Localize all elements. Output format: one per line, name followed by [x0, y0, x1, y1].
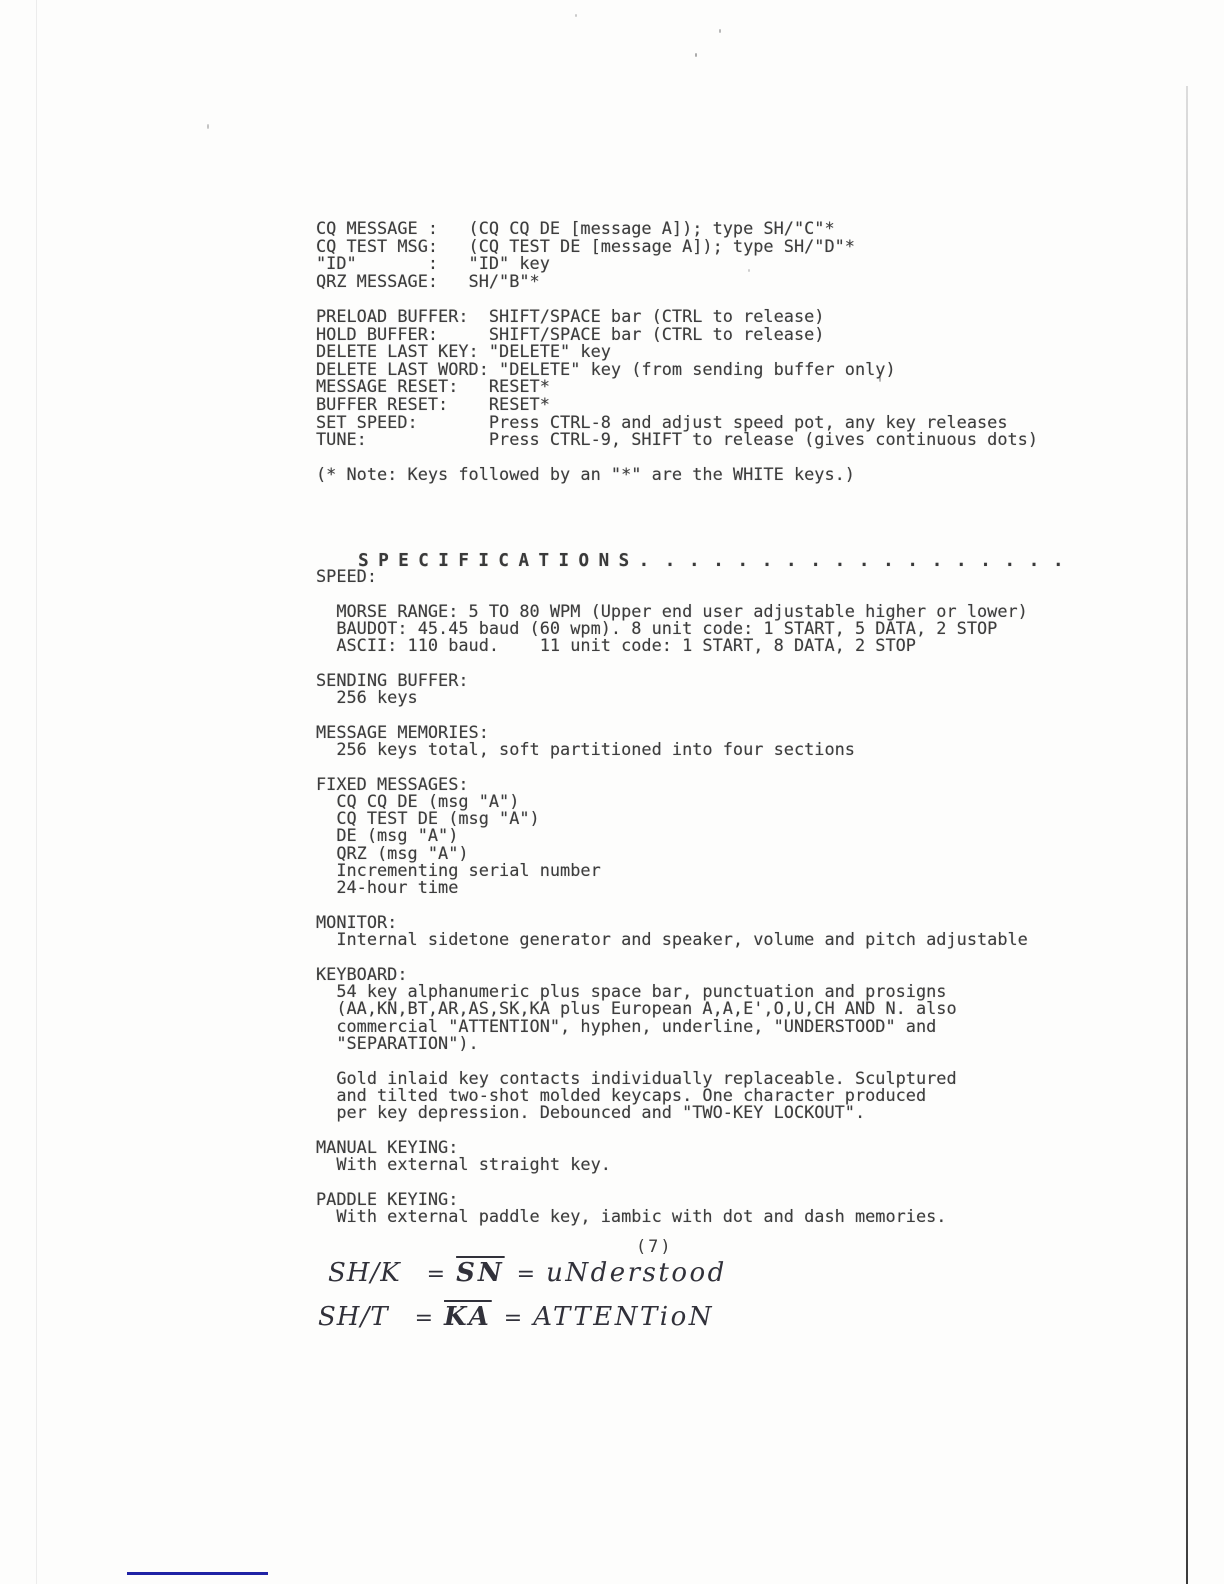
equals-sign: = — [516, 1262, 537, 1287]
scan-speck — [207, 124, 209, 129]
handwritten-note-understood — [328, 1258, 727, 1288]
specifications-heading-dots: . . . . . . . . . . . . . . . . . — [664, 551, 1066, 571]
equals-sign: = — [414, 1306, 435, 1331]
equals-sign: = — [426, 1262, 447, 1287]
scan-speck — [575, 14, 577, 17]
specifications-heading-title: SPECIFICATIONS. — [358, 551, 659, 571]
scan-speck — [695, 53, 697, 57]
prosign-meaning: uNderstood — [546, 1258, 727, 1288]
specifications-block: SPEED: MORSE RANGE: 5 TO 80 WPM (Upper end user adjustable higher or lower) BAUDOT: 45.45 baud (60 wpm). 8 unit code: 1 START, 5 DATA, 2 STOP ASCII: 110 baud. 11 unit code: 1 START, 8 DATA, 2 STOP SENDING BUFFER: 256 keys MESSAGE MEMORIES: 256 keys total, soft partitioned into four sections FIXED MESSAGES: CQ CQ DE (msg "A") CQ TEST DE (msg "A") DE (msg "A") QRZ (msg "A") Incrementing serial number 24-hour time MONITOR: Internal sidetone generator and speaker, volume and pitch adjustable KEYBOARD: 54 key alphanumeric plus space bar, punctuation and prosigns (AA,KN,BT,AR,AS,SK,KA plus European A,A,E',O,U,CH AND N. also commercial "ATTENTION", hyphen, underline, "UNDERSTOOD" and "SEPARATION"). Gold inlaid key contacts individually replaceable. Sculptured and tilted two-shot molded keycaps. One character produced per key depression. Debounced and "TWO-KEY LOCKOUT". MANUAL KEYING: With external straight key. PADDLE KEYING: With external paddle key, iambic with dot and dash memories. — [316, 566, 1028, 1226]
paper-left-edge-line — [36, 0, 37, 1584]
handwritten-key-combo: SH/T — [318, 1302, 389, 1332]
page-number: (7) — [636, 1236, 673, 1256]
paper-right-edge-line — [1186, 86, 1188, 1584]
blue-ink-line — [127, 1572, 268, 1575]
prosign-meaning: ATTENTioN — [533, 1302, 714, 1332]
scan-speck — [719, 29, 721, 33]
equals-sign: = — [503, 1306, 524, 1331]
key-assignments-block: CQ MESSAGE : (CQ CQ DE [message A]); type SH/"C"* CQ TEST MSG: (CQ TEST DE [message A]); type SH/"D"* "ID" : "ID" key QRZ MESSAGE: SH/"B"* PRELOAD BUFFER: SHIFT/SPACE bar (CTRL to release) HOLD BUFFER: SHIFT/SPACE bar (CTRL to release) DELETE LAST KEY: "DELETE" key DELETE LAST WORD: "DELETE" key (from sending buffer only) MESSAGE RESET: RESET* BUFFER RESET: RESET* SET SPEED: Press CTRL-8 and adjust speed pot, any key releases TUNE: Press CTRL-9, SHIFT to release (gives continuous dots) (* Note: Keys followed by an "*" are the WHITE keys.) — [316, 218, 1039, 485]
handwritten-note-attention — [318, 1302, 714, 1332]
prosign-overlined: $\overline{KA}$ — [444, 1302, 492, 1332]
prosign-overlined: $\overline{SN}$ — [456, 1258, 505, 1288]
handwritten-key-combo: SH/K — [328, 1258, 401, 1288]
